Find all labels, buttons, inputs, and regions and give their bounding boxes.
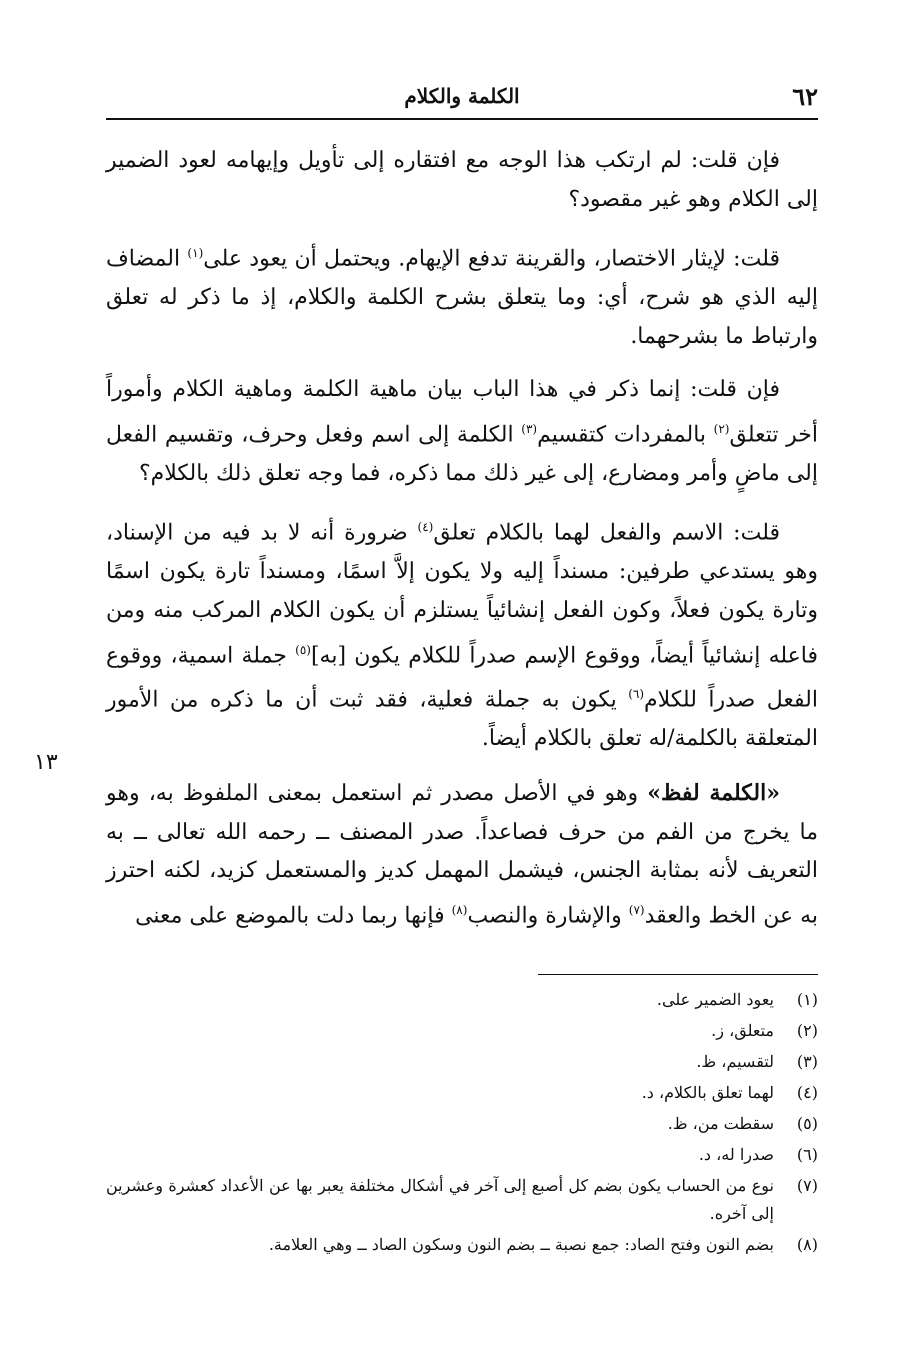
footnote-number: (٣) <box>796 1052 818 1071</box>
paragraph-text: قلت: لإيثار الاختصار، والقرينة تدفع الإيهام. ويحتمل أن يعود على <box>203 246 780 272</box>
footnote-ref: (٧) <box>628 902 645 917</box>
defined-term: «الكلمة لفظ» <box>647 779 780 806</box>
paragraph-text: فإن قلت: إنما ذكر في هذا الباب بيان ماهية الكلمة وماهية الكلام وأموراً أخر تتعلق <box>106 377 818 448</box>
main-text <box>106 142 818 951</box>
paragraph-text: فإن قلت: لم ارتكب هذا الوجه مع افتقاره إلى تأويل وإيهامه لعود الضمير إلى الكلام وهو غير مقصود؟ <box>106 148 818 212</box>
footnote-ref: (٦) <box>628 687 645 702</box>
paragraph-text: الكلمة إلى اسم وفعل وحرف، وتقسيم الفعل إلى ماضٍ وأمر ومضارع، إلى غير ذلك مما ذكره، فما وجه تعلق ذلك بالكلام؟ <box>106 422 818 486</box>
footnote <box>106 1079 818 1107</box>
footnote <box>106 986 818 1014</box>
page-number: ٦٢ <box>792 82 818 111</box>
footnote <box>106 1231 818 1259</box>
footnote-text: بضم النون وفتح الصاد: جمع نصبة ــ بضم النون وسكون الصاد ــ وهي العلامة. <box>268 1235 774 1254</box>
footnote-number: (٥) <box>796 1114 818 1133</box>
footnote-number: (٧) <box>796 1176 818 1195</box>
footnote-text: لهما تعلق بالكلام، د. <box>641 1083 774 1102</box>
footnote <box>106 1048 818 1076</box>
paragraph-text: قلت: الاسم والفعل لهما بالكلام تعلق <box>433 520 781 546</box>
page-header <box>106 82 818 120</box>
paragraph-text: المضاف إليه الذي هو شرح، أي: وما يتعلق بشرح الكلمة والكلام، إذ ما ذكر له تعلق وارتباط ما بشرحهما. <box>106 246 818 349</box>
footnote <box>106 1017 818 1045</box>
footnote-ref: (٣) <box>521 421 538 436</box>
footnote-text: يعود الضمير على. <box>656 990 774 1009</box>
paragraph-text: والإشارة والنصب <box>467 903 629 929</box>
manuscript-folio-number: ١٣ <box>34 750 58 775</box>
footnote-text: لتقسيم، ظ. <box>696 1052 774 1071</box>
paragraph-text: ضرورة أنه لا بد فيه من الإسناد، وهو يستدعي طرفين: مسنداً إليه ولا يكون إلاَّ اسمًا، ومسنداً تارة يكون اسمًا وتارة يكون فعلاً، وكون الفعل إنشائياً يستلزم أن يكون الكلام المركب منه ومن فاعله إنشائياً أيضاً، ووقوع الإسم صدراً للكلام يكون [به] <box>106 520 819 668</box>
paragraph-text: بالمفردات كتقسيم <box>537 422 714 448</box>
footnote-separator <box>538 974 818 975</box>
paragraph-text: فإنها ربما دلت بالموضع على معنى <box>135 903 452 929</box>
paragraph-1 <box>106 142 818 219</box>
footnote-number: (٨) <box>796 1235 818 1254</box>
footnote-text: صدرا له، د. <box>698 1145 774 1164</box>
footnote-text: سقطت من، ظ. <box>667 1114 774 1133</box>
footnote-ref: (٤) <box>417 520 434 535</box>
paragraph-text: جملة اسمية، ووقوع الفعل صدراً للكلام <box>106 642 818 713</box>
footnote-text: نوع من الحساب يكون بضم كل أصبع إلى آخر في أشكال مختلفة يعبر بها عن الأعداد كعشرة وعشرين إلى آخره. <box>106 1176 774 1223</box>
footnote <box>106 1141 818 1169</box>
footnote-number: (٦) <box>796 1145 818 1164</box>
footnote-text: متعلق، ز. <box>711 1021 774 1040</box>
footnote-ref: (٢) <box>713 421 730 436</box>
footnote-ref: (١) <box>187 246 204 261</box>
footnote <box>106 1110 818 1138</box>
paragraph-2 <box>106 234 818 356</box>
footnote-ref: (٥) <box>295 642 311 657</box>
paragraph-5 <box>106 774 818 936</box>
paragraph-text: وهو في الأصل مصدر ثم استعمل بمعنى الملفوظ به، وهو ما يخرج من الفم من حرف فصاعداً. صدر المصنف ــ رحمه الله تعالى ــ به التعريف لأنه بمثابة الجنس، فيشمل المهمل كديز والمستعمل كزيد، لكنه احترز به عن الخط والعقد <box>106 780 818 929</box>
running-title: الكلمة والكلام <box>404 84 520 108</box>
footnote-number: (٢) <box>796 1021 818 1040</box>
footnotes <box>106 986 818 1262</box>
paragraph-4 <box>106 508 818 759</box>
footnote-ref: (٨) <box>451 902 468 917</box>
footnote-number: (١) <box>796 990 818 1009</box>
footnote <box>106 1172 818 1228</box>
footnote-number: (٤) <box>796 1083 818 1102</box>
paragraph-text: يكون به جملة فعلية، فقد ثبت أن ما ذكره من الأمور المتعلقة بالكلمة/له تعلق بالكلام أيضاً. <box>106 687 818 752</box>
paragraph-3 <box>106 371 818 493</box>
